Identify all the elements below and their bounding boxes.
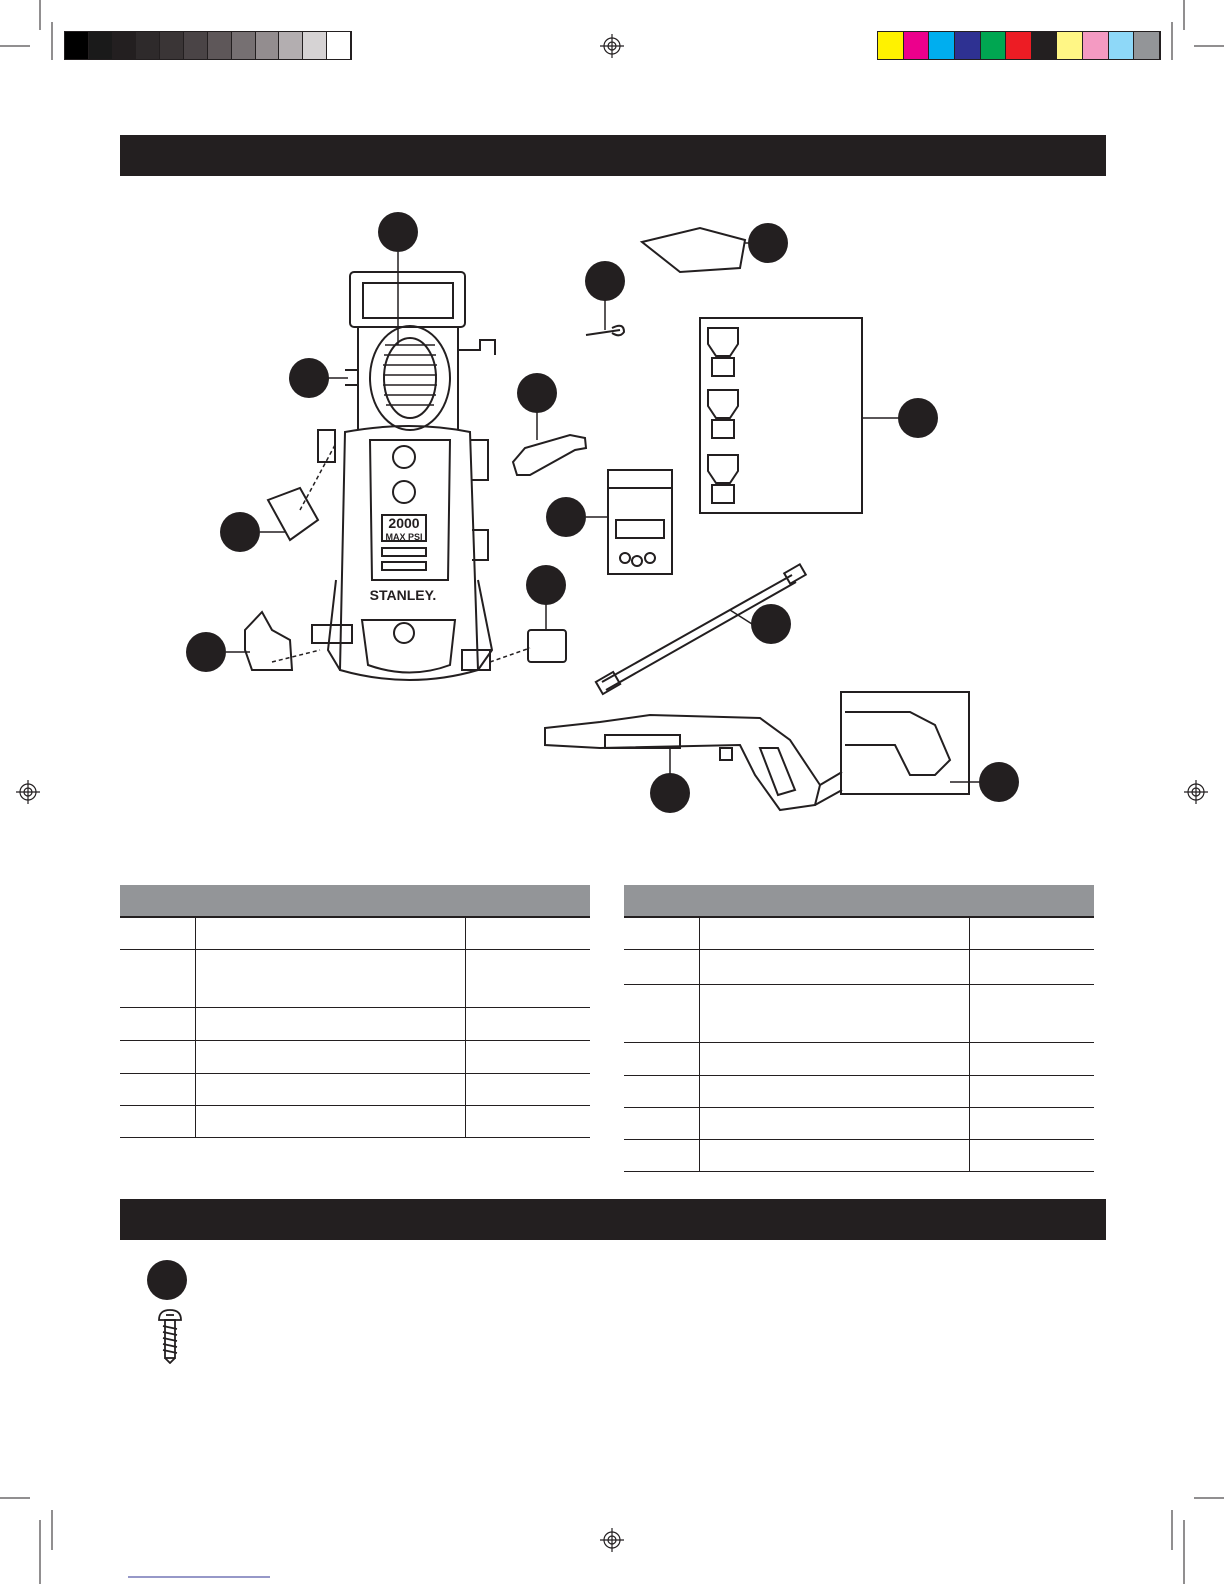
color-swatch	[208, 32, 232, 59]
color-swatch	[279, 32, 303, 59]
screw-icon	[156, 1308, 184, 1364]
color-swatch	[113, 32, 137, 59]
gun-detail-box	[841, 692, 969, 794]
table-row	[120, 1073, 590, 1105]
color-swatch	[256, 32, 280, 59]
color-swatch	[1032, 32, 1058, 59]
color-swatch	[1006, 32, 1032, 59]
table-header-row	[120, 885, 590, 917]
callout-badge	[147, 1260, 187, 1300]
col-header-part	[120, 885, 195, 917]
color-swatch	[136, 32, 160, 59]
callout-badge	[378, 212, 418, 252]
color-swatch	[1109, 32, 1135, 59]
callout-badge	[526, 565, 566, 605]
color-swatch	[327, 32, 351, 59]
col-header-qty	[465, 885, 590, 917]
color-swatch	[955, 32, 981, 59]
parts-diagram	[120, 200, 1106, 840]
section-header-bar-hardware	[120, 1199, 1106, 1240]
table-row	[120, 1040, 590, 1073]
table-row	[120, 917, 590, 949]
nozzle-tip-1	[708, 328, 738, 376]
hose-reel	[370, 326, 450, 430]
table-row	[624, 1107, 1094, 1139]
nozzle-holder	[245, 612, 292, 670]
table-row	[624, 1075, 1094, 1107]
water-inlet	[394, 623, 414, 643]
gun-holder-upper	[318, 430, 335, 462]
model-unit-label: MAX PSI	[385, 532, 423, 542]
callout-badge	[979, 762, 1019, 802]
table-row	[624, 917, 1094, 949]
table-row	[624, 984, 1094, 1042]
col-header-part	[624, 885, 699, 917]
callout-badge	[289, 358, 329, 398]
color-swatch	[981, 32, 1007, 59]
reel-crank	[458, 340, 495, 355]
callout-badge	[186, 632, 226, 672]
color-swatch	[904, 32, 930, 59]
table-row	[624, 1139, 1094, 1171]
col-header-qty	[969, 885, 1094, 917]
table-header-row	[624, 885, 1094, 917]
callout-badges	[186, 212, 1019, 813]
table-row	[624, 1042, 1094, 1075]
callout-badge	[898, 398, 938, 438]
brand-label: STANLEY.	[369, 587, 437, 603]
color-swatch	[184, 32, 208, 59]
col-header-description	[699, 885, 969, 917]
color-swatch	[878, 32, 904, 59]
callout-badge	[650, 773, 690, 813]
parts-table-right	[624, 885, 1094, 1172]
section-header-bar	[120, 135, 1106, 176]
color-swatch	[1134, 32, 1160, 59]
process-color-bar	[877, 31, 1161, 60]
table-row	[120, 1105, 590, 1137]
callout-badge	[751, 604, 791, 644]
model-number-label: 2000	[388, 515, 420, 531]
callout-badge	[517, 373, 557, 413]
color-swatch	[303, 32, 327, 59]
color-swatch	[65, 32, 89, 59]
color-swatch	[1057, 32, 1083, 59]
color-swatch	[89, 32, 113, 59]
col-header-description	[195, 885, 465, 917]
wheel-cap	[528, 630, 566, 662]
gray-step-bar	[64, 31, 352, 60]
callout-badge	[546, 497, 586, 537]
dial-bottom	[393, 481, 415, 503]
screw-bag	[642, 228, 745, 272]
left-wheel-bracket	[312, 625, 352, 643]
color-swatch	[232, 32, 256, 59]
table-row	[120, 1007, 590, 1040]
callout-badge	[220, 512, 260, 552]
manual	[608, 470, 672, 574]
turbo-nozzle	[513, 435, 586, 475]
dial-top	[393, 446, 415, 468]
nozzle-tip-3	[708, 455, 738, 503]
table-row	[120, 949, 590, 1007]
color-swatch	[1083, 32, 1109, 59]
callout-badge	[585, 261, 625, 301]
parts-table-left	[120, 885, 590, 1138]
callout-badge	[748, 223, 788, 263]
color-swatch	[160, 32, 184, 59]
nozzle-tip-2	[708, 390, 738, 438]
table-row	[624, 949, 1094, 984]
color-swatch	[929, 32, 955, 59]
